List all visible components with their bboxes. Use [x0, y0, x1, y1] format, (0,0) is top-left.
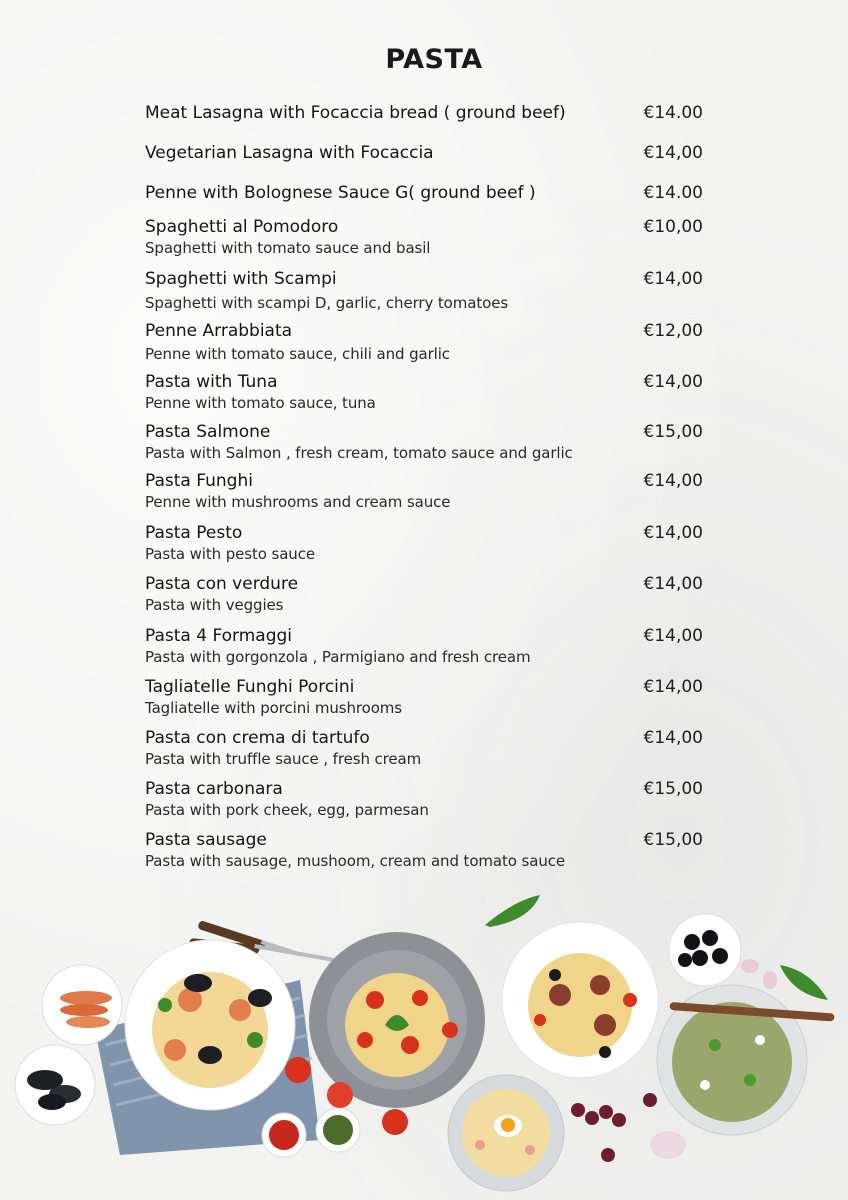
item-price: €15,00	[643, 779, 703, 799]
menu-title: PASTA	[385, 44, 483, 75]
menu-item	[145, 573, 705, 615]
item-name: Penne with Bolognese Sauce G( ground beef )	[145, 183, 536, 203]
item-description: Pasta with pesto sauce	[145, 545, 315, 563]
item-description: Tagliatelle with porcini mushrooms	[145, 699, 403, 717]
item-name: Pasta Pesto	[145, 523, 243, 543]
item-description: Pasta with Salmon , fresh cream, tomato sauce and garlic	[145, 444, 573, 462]
item-name: Pasta carbonara	[145, 779, 283, 799]
menu-item	[145, 102, 705, 124]
pasta-dishes-illustration	[0, 880, 848, 1200]
item-description: Penne with tomato sauce, tuna	[145, 394, 376, 412]
menu-item	[145, 268, 705, 313]
item-price: €12,00	[643, 321, 703, 341]
item-price: €14,00	[643, 523, 703, 543]
item-name: Pasta con verdure	[145, 574, 299, 594]
item-description: Pasta with sausage, mushoom, cream and tomato sauce	[145, 852, 566, 870]
item-name: Meat Lasagna with Focaccia bread ( ground beef)	[145, 103, 566, 123]
item-description: Penne with tomato sauce, chili and garlic	[145, 345, 450, 363]
item-price: €14.00	[643, 183, 703, 203]
item-description: Spaghetti with tomato sauce and basil	[145, 239, 431, 257]
menu-item	[145, 142, 705, 164]
menu-item	[145, 522, 705, 564]
item-description: Penne with mushrooms and cream sauce	[145, 493, 451, 511]
item-price: €14,00	[643, 143, 703, 163]
menu-item	[145, 470, 705, 512]
menu-item	[145, 625, 705, 667]
item-price: €15,00	[643, 830, 703, 850]
menu-item	[145, 829, 705, 871]
menu-item	[145, 320, 705, 364]
item-name: Vegetarian Lasagna with Focaccia	[145, 143, 434, 163]
item-price: €14,00	[643, 471, 703, 491]
item-price: €14,00	[643, 626, 703, 646]
item-name: Pasta con crema di tartufo	[145, 728, 370, 748]
item-price: €14,00	[643, 728, 703, 748]
item-name: Pasta with Tuna	[145, 372, 278, 392]
item-name: Pasta sausage	[145, 830, 267, 850]
item-price: €14,00	[643, 574, 703, 594]
item-name: Pasta Salmone	[145, 422, 271, 442]
menu-item	[145, 216, 705, 258]
item-price: €14,00	[643, 269, 703, 289]
item-price: €14,00	[643, 372, 703, 392]
item-description: Pasta with veggies	[145, 596, 284, 614]
item-price: €14,00	[643, 677, 703, 697]
menu-item	[145, 778, 705, 820]
item-price: €10,00	[643, 217, 703, 237]
item-name: Spaghetti with Scampi	[145, 269, 337, 289]
item-description: Pasta with gorgonzola , Parmigiano and fresh cream	[145, 648, 531, 666]
item-name: Penne Arrabbiata	[145, 321, 293, 341]
item-description: Pasta with pork cheek, egg, parmesan	[145, 801, 429, 819]
item-name: Pasta 4 Formaggi	[145, 626, 293, 646]
menu-item	[145, 727, 705, 769]
item-name: Pasta Funghi	[145, 471, 253, 491]
menu-item	[145, 421, 705, 463]
item-description: Spaghetti with scampi D, garlic, cherry tomatoes	[145, 294, 509, 312]
item-description: Pasta with truffle sauce , fresh cream	[145, 750, 422, 768]
item-price: €15,00	[643, 422, 703, 442]
item-name: Spaghetti al Pomodoro	[145, 217, 339, 237]
item-price: €14.00	[643, 103, 703, 123]
menu-item	[145, 182, 705, 204]
menu-item	[145, 371, 705, 413]
item-name: Tagliatelle Funghi Porcini	[145, 677, 355, 697]
menu-item	[145, 676, 705, 718]
